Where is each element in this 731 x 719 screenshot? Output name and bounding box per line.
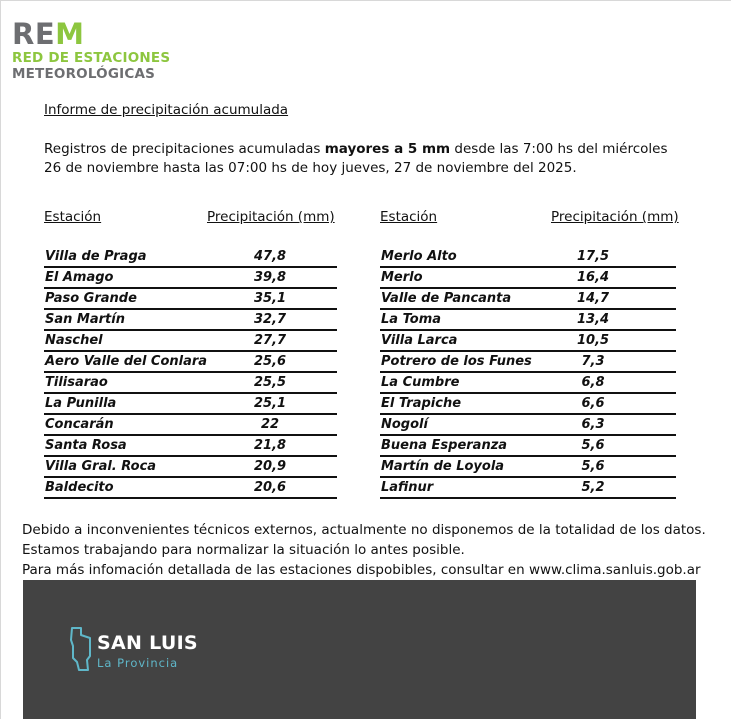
table-row — [44, 331, 337, 352]
table-row — [44, 394, 337, 415]
rem-logo-line1: RED DE ESTACIONES — [12, 50, 171, 66]
precip-value: 5,2 — [581, 480, 605, 495]
station-name: Baldecito — [45, 480, 114, 495]
precip-value: 7,3 — [581, 354, 605, 369]
note-line: Para más infomación detallada de las estaciones dispobibles, consultar en www.clima.sanluis.gob.ar — [22, 562, 701, 578]
precip-value: 20,6 — [253, 480, 287, 495]
san-luis-province-outline-icon — [69, 626, 93, 672]
table-row — [380, 268, 676, 289]
station-name: Concarán — [45, 417, 114, 432]
table-row — [44, 457, 337, 478]
station-name: Nogolí — [381, 417, 428, 432]
left-header-station: Estación — [44, 209, 102, 225]
precip-value: 6,6 — [581, 396, 605, 411]
station-name: El Trapiche — [381, 396, 462, 411]
table-row — [380, 415, 676, 436]
station-name: Merlo Alto — [381, 249, 457, 264]
note-line: Estamos trabajando para normalizar la situación lo antes posible. — [22, 542, 465, 558]
station-name: La Punilla — [45, 396, 117, 411]
precip-value: 16,4 — [576, 270, 610, 285]
rem-logo-m: M — [55, 17, 85, 51]
precip-value: 5,6 — [581, 438, 605, 453]
station-name: La Cumbre — [381, 375, 460, 390]
rem-logo-line2: METEOROLÓGICAS — [12, 66, 156, 82]
left-header-precip: Precipitación (mm) — [207, 209, 335, 225]
right-header-station: Estación — [380, 209, 438, 225]
station-name: Villa de Praga — [45, 249, 147, 264]
station-name: El Amago — [45, 270, 114, 285]
precip-value: 13,4 — [576, 312, 610, 327]
table-row — [44, 247, 337, 268]
station-name: Potrero de los Funes — [381, 354, 532, 369]
table-row — [380, 478, 676, 499]
table-row — [44, 352, 337, 373]
table-row — [380, 394, 676, 415]
station-name: Merlo — [381, 270, 423, 285]
precip-value: 39,8 — [253, 270, 287, 285]
precip-value: 20,9 — [253, 459, 287, 474]
intro-part2: desde las 7:00 hs del miércoles 26 de noviembre hasta las 07:00 hs de hoy jueves, 27 de noviembre del 2025. — [44, 141, 668, 176]
station-name: Buena Esperanza — [381, 438, 508, 453]
table-row — [380, 436, 676, 457]
station-name: Lafinur — [381, 480, 434, 495]
table-row — [380, 289, 676, 310]
precip-value: 25,6 — [253, 354, 287, 369]
table-row — [44, 310, 337, 331]
station-name: Villa Gral. Roca — [45, 459, 157, 474]
footer-banner — [23, 580, 696, 719]
rem-logo-re: RE — [12, 17, 56, 51]
table-row — [380, 352, 676, 373]
table-row — [380, 247, 676, 268]
table-row — [380, 310, 676, 331]
precip-value: 27,7 — [253, 333, 287, 348]
table-row — [44, 373, 337, 394]
precip-value: 5,6 — [581, 459, 605, 474]
table-row — [44, 289, 337, 310]
table-row — [44, 268, 337, 289]
precip-value: 25,5 — [253, 375, 287, 390]
precip-value: 17,5 — [576, 249, 610, 264]
station-name: Villa Larca — [381, 333, 458, 348]
precip-value: 14,7 — [576, 291, 610, 306]
table-row — [380, 457, 676, 478]
rem-logo — [12, 18, 170, 82]
precip-value: 6,8 — [581, 375, 605, 390]
station-name: Naschel — [45, 333, 103, 348]
san-luis-subtitle: La Provincia — [97, 656, 179, 670]
note-line: Debido a inconvenientes técnicos externos, actualmente no disponemos de la totalidad de los datos. — [22, 522, 706, 538]
station-name: Valle de Pancanta — [381, 291, 512, 306]
precip-value: 35,1 — [253, 291, 287, 306]
station-name: Aero Valle del Conlara — [45, 354, 208, 369]
intro-bold: mayores a 5 mm — [324, 141, 451, 157]
station-name: Santa Rosa — [45, 438, 127, 453]
report-intro — [44, 140, 684, 178]
station-name: San Martín — [45, 312, 125, 327]
notes — [22, 520, 706, 580]
rem-logo-wordmark — [12, 18, 170, 50]
intro-part1: Registros de precipitaciones acumuladas — [44, 141, 325, 157]
precip-value: 25,1 — [253, 396, 287, 411]
precip-value: 47,8 — [253, 249, 287, 264]
station-name: La Toma — [381, 312, 442, 327]
precip-value: 10,5 — [576, 333, 610, 348]
table-row — [380, 373, 676, 394]
station-name: Tilisarao — [45, 375, 108, 390]
table-row — [380, 331, 676, 352]
precip-value: 22 — [260, 417, 280, 432]
precip-value: 32,7 — [253, 312, 287, 327]
table-row — [44, 415, 337, 436]
table-row — [44, 436, 337, 457]
san-luis-brand: SAN LUIS — [97, 632, 198, 654]
table-row — [44, 478, 337, 499]
right-precip-table — [380, 247, 676, 499]
station-name: Martín de Loyola — [381, 459, 505, 474]
precip-value: 6,3 — [581, 417, 605, 432]
report-title: Informe de precipitación acumulada — [44, 102, 289, 118]
left-precip-table — [44, 247, 337, 499]
precip-value: 21,8 — [253, 438, 287, 453]
station-name: Paso Grande — [45, 291, 137, 306]
right-header-precip: Precipitación (mm) — [551, 209, 679, 225]
